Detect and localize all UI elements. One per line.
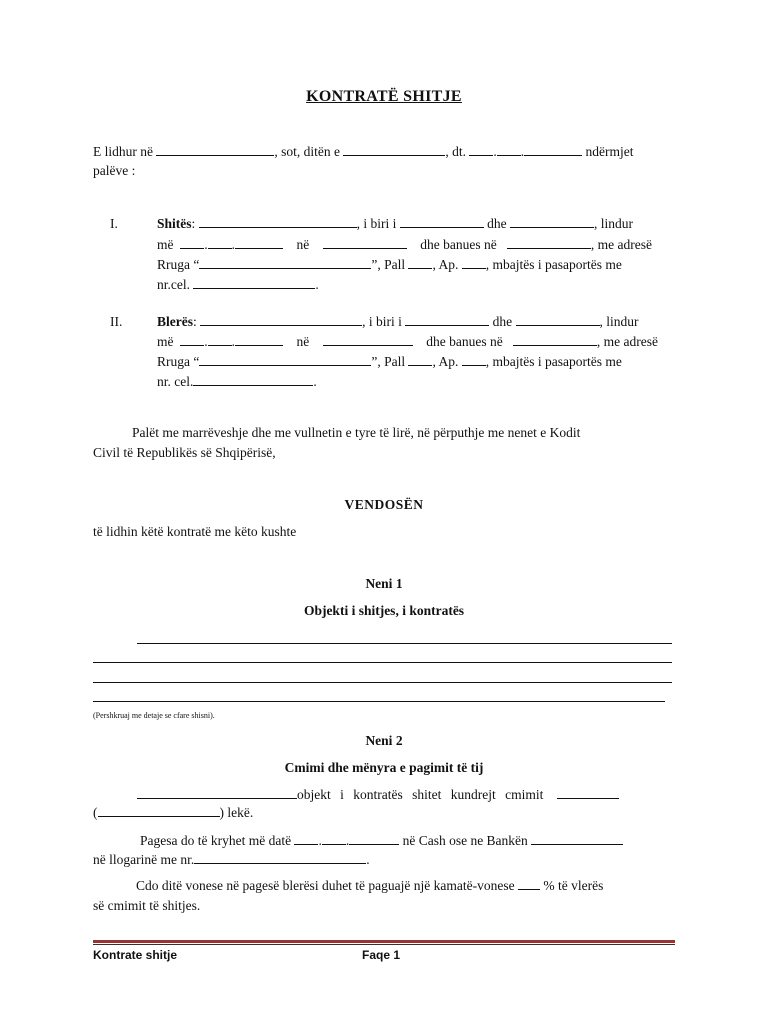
payment-line-2 <box>93 852 370 868</box>
payment-year-blank[interactable] <box>349 833 399 845</box>
object-name-blank[interactable] <box>137 787 297 799</box>
article1-note: (Pershkruaj me detaje se cfare shisni). <box>93 711 215 720</box>
intro-line-2: palëve : <box>93 163 136 178</box>
seller-birth-day-blank[interactable] <box>180 237 204 249</box>
intro-text-d: ndërmjet <box>585 144 634 159</box>
penalty-line-1 <box>136 878 603 894</box>
footer-page-number: Faqe 1 <box>362 948 401 962</box>
party1-text-resident: dhe banues në <box>420 237 497 252</box>
party2-line-3 <box>157 354 622 370</box>
party2-line-1 <box>157 314 639 330</box>
price-currency: ) lekë. <box>219 805 254 820</box>
price-paren-open: ( <box>93 805 98 820</box>
payment-month-blank[interactable] <box>322 833 346 845</box>
party2-text-passport: , mbajtës i pasaportës me <box>485 354 622 369</box>
penalty-line-2: së cmimit të shitjes. <box>93 898 201 913</box>
seller-birthplace-blank[interactable] <box>323 237 407 249</box>
party1-text-street: Rruga “ <box>157 257 200 272</box>
party1-text-son-of: , i biri i <box>356 216 397 231</box>
party2-text-born: , lindur <box>599 314 639 329</box>
seller-father-blank[interactable] <box>400 216 484 228</box>
price-amount-blank[interactable] <box>557 787 619 799</box>
party2-text-address: , me adresë <box>596 334 658 349</box>
day-blank[interactable] <box>343 144 445 156</box>
object-description-line-1[interactable] <box>137 643 672 644</box>
account-text: në llogarinë me nr. <box>93 852 195 867</box>
penalty-text: Cdo ditë vonese në pagesë blerësi duhet të paguajë një kamatë-vonese <box>136 878 515 893</box>
penalty-percent-blank[interactable] <box>518 878 540 890</box>
seller-mother-blank[interactable] <box>510 216 594 228</box>
agreement-line-1: Palët me marrëveshje dhe me vullnetin e tyre të lirë, në përputhje me nenet e Kodit <box>132 425 581 440</box>
place-blank[interactable] <box>156 144 274 156</box>
party2-text-phone: nr. cel. <box>157 374 194 389</box>
bank-name-blank[interactable] <box>531 833 623 845</box>
party2-line-4 <box>157 374 317 390</box>
intro-line-1: E lidhur në , sot, ditën e , dt. . . ndërmjet <box>93 144 634 159</box>
footer-rule-bottom <box>93 944 675 945</box>
party1-text-passport: , mbajtës i pasaportës me <box>485 257 622 272</box>
party2-period: . <box>313 374 317 389</box>
party2-text-in: në <box>296 334 310 349</box>
date-month-blank[interactable] <box>497 144 521 156</box>
party1-line-2: më . . në dhe banues në , me adresë <box>157 237 652 252</box>
seller-street-blank[interactable] <box>199 257 371 269</box>
buyer-father-blank[interactable] <box>405 314 489 326</box>
party2-line-2: më . . në dhe banues në , me adresë <box>157 334 658 349</box>
buyer-apt-blank[interactable] <box>462 354 486 366</box>
price-line-2 <box>93 805 253 821</box>
seller-name-blank[interactable] <box>199 216 357 228</box>
price-text: objekt i kontratës shitet kundrejt cmimit <box>297 787 544 802</box>
seller-birth-year-blank[interactable] <box>235 237 283 249</box>
party1-numeral: I. <box>110 216 118 231</box>
account-number-blank[interactable] <box>194 852 366 864</box>
buyer-street-blank[interactable] <box>199 354 371 366</box>
buyer-birth-day-blank[interactable] <box>180 334 204 346</box>
object-description-line-2[interactable] <box>93 662 672 663</box>
agreement-line-2: Civil të Republikës së Shqipërisë, <box>93 445 276 460</box>
seller-phone-blank[interactable] <box>193 277 315 289</box>
buyer-building-blank[interactable] <box>408 354 432 366</box>
party1-line-4 <box>157 277 319 293</box>
decided-heading: VENDOSËN <box>344 497 424 512</box>
party2-text-apt: , Ap. <box>432 354 459 369</box>
party2-text-on: më <box>157 334 174 349</box>
account-period: . <box>366 852 370 867</box>
date-year-blank[interactable] <box>524 144 582 156</box>
seller-building-blank[interactable] <box>408 257 432 269</box>
object-description-line-4[interactable] <box>93 701 665 702</box>
buyer-mother-blank[interactable] <box>516 314 600 326</box>
seller-label: Shitës <box>157 216 192 231</box>
payment-date-text: Pagesa do të kryhet më datë <box>140 833 292 848</box>
payment-day-blank[interactable] <box>294 833 318 845</box>
buyer-phone-blank[interactable] <box>193 374 313 386</box>
party2-text-and: dhe <box>492 314 513 329</box>
footer-document-name: Kontrate shitje <box>93 948 178 962</box>
party1-text-apt: , Ap. <box>432 257 459 272</box>
buyer-name-blank[interactable] <box>200 314 362 326</box>
buyer-birthplace-blank[interactable] <box>323 334 413 346</box>
footer-rule-top <box>93 940 675 943</box>
buyer-label: Blerës <box>157 314 193 329</box>
seller-birth-month-blank[interactable] <box>208 237 232 249</box>
party2-numeral: II. <box>110 314 123 329</box>
party1-text-born: , lindur <box>594 216 634 231</box>
penalty-percent-text: % të vlerës <box>543 878 604 893</box>
party1-text-on: më <box>157 237 174 252</box>
decided-text: të lidhin këtë kontratë me këto kushte <box>93 524 297 539</box>
party2-text-building: ”, Pall <box>371 354 406 369</box>
price-words-blank[interactable] <box>98 805 220 817</box>
party1-text-phone: nr.cel. <box>157 277 190 292</box>
object-description-line-3[interactable] <box>93 682 672 683</box>
intro-text-b: , sot, ditën e <box>274 144 340 159</box>
article2-heading: Neni 2 <box>365 733 403 748</box>
buyer-residence-blank[interactable] <box>513 334 597 346</box>
article1-heading: Neni 1 <box>365 576 403 591</box>
party1-text-address: , me adresë <box>590 237 652 252</box>
seller-apt-blank[interactable] <box>462 257 486 269</box>
price-line-1 <box>137 787 619 803</box>
party1-period: . <box>315 277 319 292</box>
seller-residence-blank[interactable] <box>507 237 591 249</box>
buyer-birth-month-blank[interactable] <box>208 334 232 346</box>
intro-text-a: E lidhur në <box>93 144 153 159</box>
document-title: KONTRATË SHITJE <box>306 88 462 105</box>
article2-subheading: Cmimi dhe mënyra e pagimit të tij <box>284 760 484 775</box>
party2-text-resident: dhe banues në <box>426 334 503 349</box>
party1-text-and: dhe <box>487 216 507 231</box>
payment-line-1: Pagesa do të kryhet më datë . . në Cash ose ne Bankën <box>140 833 623 849</box>
article1-subheading: Objekti i shitjes, i kontratës <box>303 603 465 618</box>
party2-text-street: Rruga “ <box>157 354 200 369</box>
party1-colon: : <box>191 216 196 231</box>
party1-line-3 <box>157 257 622 273</box>
party1-line-1 <box>157 216 675 232</box>
party1-text-building: ”, Pall <box>371 257 406 272</box>
party1-text-in: në <box>296 237 310 252</box>
buyer-birth-year-blank[interactable] <box>235 334 283 346</box>
party2-colon: : <box>193 314 197 329</box>
party2-text-son-of: , i biri i <box>362 314 402 329</box>
date-day-blank[interactable] <box>469 144 493 156</box>
intro-text-c: , dt. <box>445 144 467 159</box>
payment-method-text: në Cash ose ne Bankën <box>402 833 528 848</box>
